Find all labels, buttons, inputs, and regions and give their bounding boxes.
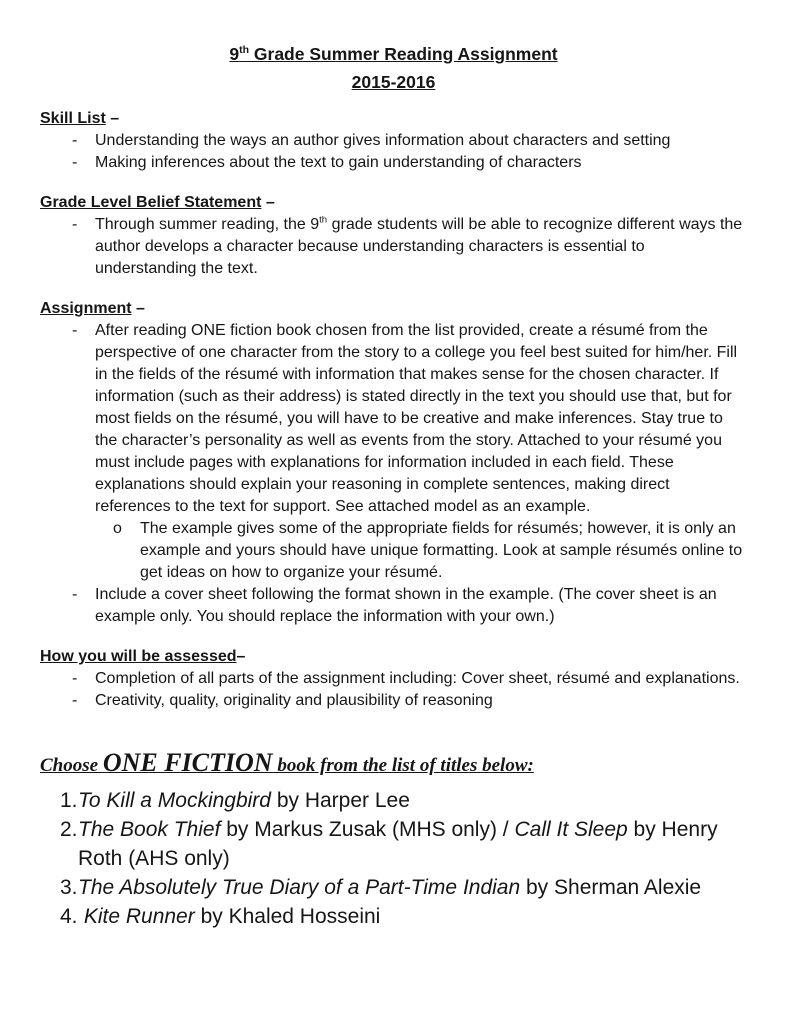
bullet-dash-marker: -: [72, 692, 78, 709]
book-item-1: [40, 786, 747, 815]
assessment-bullet-2-text: Creativity, quality, originality and plausibility of reasoning: [95, 692, 493, 709]
belief-heading: [40, 192, 747, 214]
skill-list-heading-dash: –: [105, 110, 120, 127]
book-author: by Markus Zusak (MHS only) /: [220, 818, 515, 841]
assignment-sub-bullet: [40, 518, 747, 584]
section-assessment: [40, 646, 747, 712]
section-assignment: [40, 298, 747, 628]
document-title: [40, 40, 747, 96]
belief-ordinal-superscript: th: [319, 214, 328, 226]
title-line-1: [40, 40, 747, 68]
assignment-sub-bullet-text: The example gives some of the appropriate fields for résumés; however, it is only an example and yours should have unique formatting. Look at sample résumés online to get ideas on how to organize your résumé.: [140, 520, 743, 581]
book-item-4: [40, 902, 747, 931]
assignment-heading-dash: –: [131, 300, 145, 317]
skill-list-heading-text: Skill List: [40, 110, 106, 127]
assignment-heading-text: Assignment: [40, 300, 132, 317]
title-text: Grade Summer Reading Assignment: [249, 44, 558, 64]
assessment-bullet-1: [40, 668, 747, 690]
belief-text-pre: Through summer reading, the 9: [95, 216, 320, 233]
bullet-dash-marker: -: [72, 586, 78, 603]
book-author: by Harper Lee: [270, 789, 410, 812]
assessment-heading: [40, 646, 747, 668]
book-author: by Henry Roth (AHS only): [78, 818, 718, 870]
book-item-2-text: [78, 815, 747, 873]
book-title: The Book Thief: [78, 818, 221, 841]
section-belief-statement: [40, 192, 747, 280]
book-list: [40, 786, 747, 931]
belief-text-rest: grade students will be able to recognize different ways the author develops a character because understanding characters is essential to understanding the text.: [95, 216, 743, 277]
bullet-dash-marker: -: [72, 322, 78, 339]
choose-heading-emphasis: ONE FICTION: [102, 748, 273, 777]
skill-list-heading: [40, 108, 747, 130]
bullet-dash-marker: -: [72, 216, 78, 233]
book-title: The Absolutely True Diary of a Part-Time Indian: [78, 876, 521, 899]
book-author: by Sherman Alexie: [520, 876, 702, 899]
book-author: by Khaled Hosseini: [194, 905, 381, 928]
belief-bullet: [40, 214, 747, 280]
assessment-heading-text: How you will be assessed: [40, 648, 237, 665]
assessment-heading-dash: –: [236, 648, 246, 665]
title-year: 2015-2016: [351, 72, 436, 92]
book-title: To Kill a Mockingbird: [78, 789, 271, 812]
assignment-bullet-2: [40, 584, 747, 628]
skill-bullet-2-text: Making inferences about the text to gain understanding of characters: [95, 154, 582, 171]
choose-book-heading: [40, 746, 747, 782]
skill-bullet-1: [40, 130, 747, 152]
book-number: 3.: [60, 876, 78, 899]
book-item-3: [40, 873, 747, 902]
title-line-2: [40, 68, 747, 96]
assignment-heading: [40, 298, 747, 320]
bullet-dash-marker: -: [72, 670, 78, 687]
assignment-bullet-1-text: After reading ONE fiction book chosen from the list provided, create a résumé from the perspective of one character from the story to a college you feel best suited for him/her. Fill in the fields of the résumé with information that makes sense for the chosen character. If information (such as their address) is stated directly in the text you should use that, but for most fields on the résumé, you will have to be creative and make inferences. Stay true to the character’s personality as well as events from the story. Attached to your résumé you must include pages with explanations for information included in each field. These explanations should explain your reasoning in complete sentences, making direct references to the text for support. See attached model as an example.: [95, 322, 738, 515]
assignment-bullet-2-text: Include a cover sheet following the format shown in the example. (The cover sheet is an example only. You should replace the information with your own.): [95, 586, 717, 625]
skill-bullet-2: [40, 152, 747, 174]
title-ordinal-superscript: th: [239, 44, 250, 57]
assignment-bullet-1: [40, 320, 747, 518]
book-title: Kite Runner: [78, 905, 195, 928]
bullet-circle-marker: o: [113, 520, 122, 537]
book-item-3-text: [78, 873, 747, 902]
bullet-dash-marker: -: [72, 154, 78, 171]
skill-bullet-1-text: Understanding the ways an author gives information about characters and setting: [95, 132, 671, 149]
choose-heading-tail: book from the list of titles below:: [272, 755, 534, 776]
choose-heading-lead: Choose: [40, 755, 103, 776]
assessment-bullet-1-text: Completion of all parts of the assignment including: Cover sheet, résumé and explanations.: [95, 670, 740, 687]
book-item-1-text: [78, 786, 747, 815]
bullet-dash-marker: -: [72, 132, 78, 149]
assessment-bullet-2: [40, 690, 747, 712]
book-number: 1.: [60, 789, 78, 812]
belief-heading-dash: –: [261, 194, 275, 211]
book-title: Call It Sleep: [514, 818, 628, 841]
book-number: 4.: [60, 905, 78, 928]
book-item-2: [40, 815, 747, 873]
section-skill-list: [40, 108, 747, 174]
belief-heading-text: Grade Level Belief Statement: [40, 194, 262, 211]
book-number: 2.: [60, 818, 78, 841]
belief-bullet-text: [95, 214, 747, 280]
book-item-4-text: [78, 902, 747, 931]
title-grade-number: 9: [229, 44, 240, 64]
